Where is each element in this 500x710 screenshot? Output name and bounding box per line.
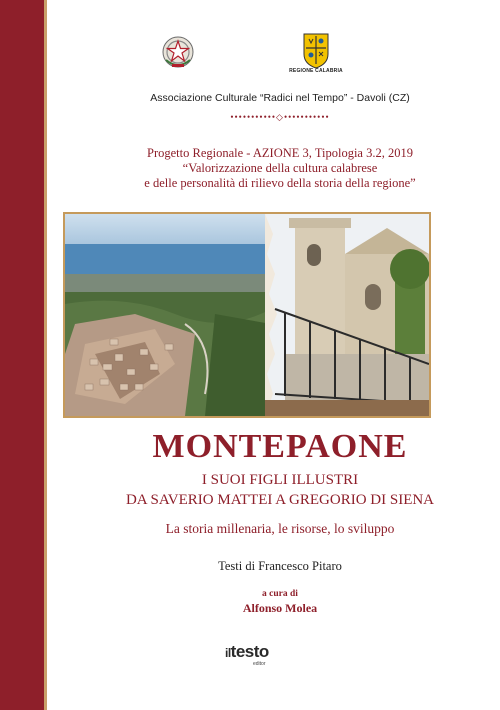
ornament-divider: •••••••••••◇•••••••••••: [230, 112, 330, 122]
subtitle-line-2: DA SAVERIO MATTEI A GREGORIO DI SIENA: [125, 492, 435, 508]
publisher-name: testo: [230, 642, 269, 661]
italian-republic-emblem-icon: [160, 34, 196, 70]
church-facade-photo: [265, 214, 429, 416]
project-line-2: “Valorizzazione della cultura calabrese: [182, 161, 378, 175]
editor-label: a cura di: [262, 589, 298, 599]
association-line: Associazione Culturale “Radici nel Tempo” - Davoli (CZ): [150, 92, 410, 104]
publisher-subtitle: editor: [253, 661, 266, 667]
project-description: [60, 146, 500, 191]
regione-calabria-label: REGIONE CALABRIA: [289, 68, 343, 74]
cover-photo-collage: [63, 212, 431, 418]
spine-band: [0, 0, 44, 710]
subtitle-line-1: I SUOI FIGLI ILLUSTRI: [201, 472, 359, 488]
editor-name: Alfonso Molea: [242, 601, 318, 615]
aerial-town-photo: [65, 214, 271, 416]
author-line: Testi di Francesco Pitaro: [218, 559, 342, 573]
publisher-logo: [225, 642, 285, 672]
publisher-prefix: il: [225, 646, 231, 660]
book-title: MONTEPAONE: [152, 428, 408, 465]
tagline: La storia millenaria, le risorse, lo sviluppo: [165, 521, 395, 536]
project-line-1: Progetto Regionale - AZIONE 3, Tipologia 3.2, 2019: [147, 146, 413, 160]
spine-edge: [44, 0, 47, 710]
project-line-3: e delle personalità di rilievo della storia della regione”: [144, 176, 416, 190]
publisher-wordmark: [225, 642, 269, 662]
